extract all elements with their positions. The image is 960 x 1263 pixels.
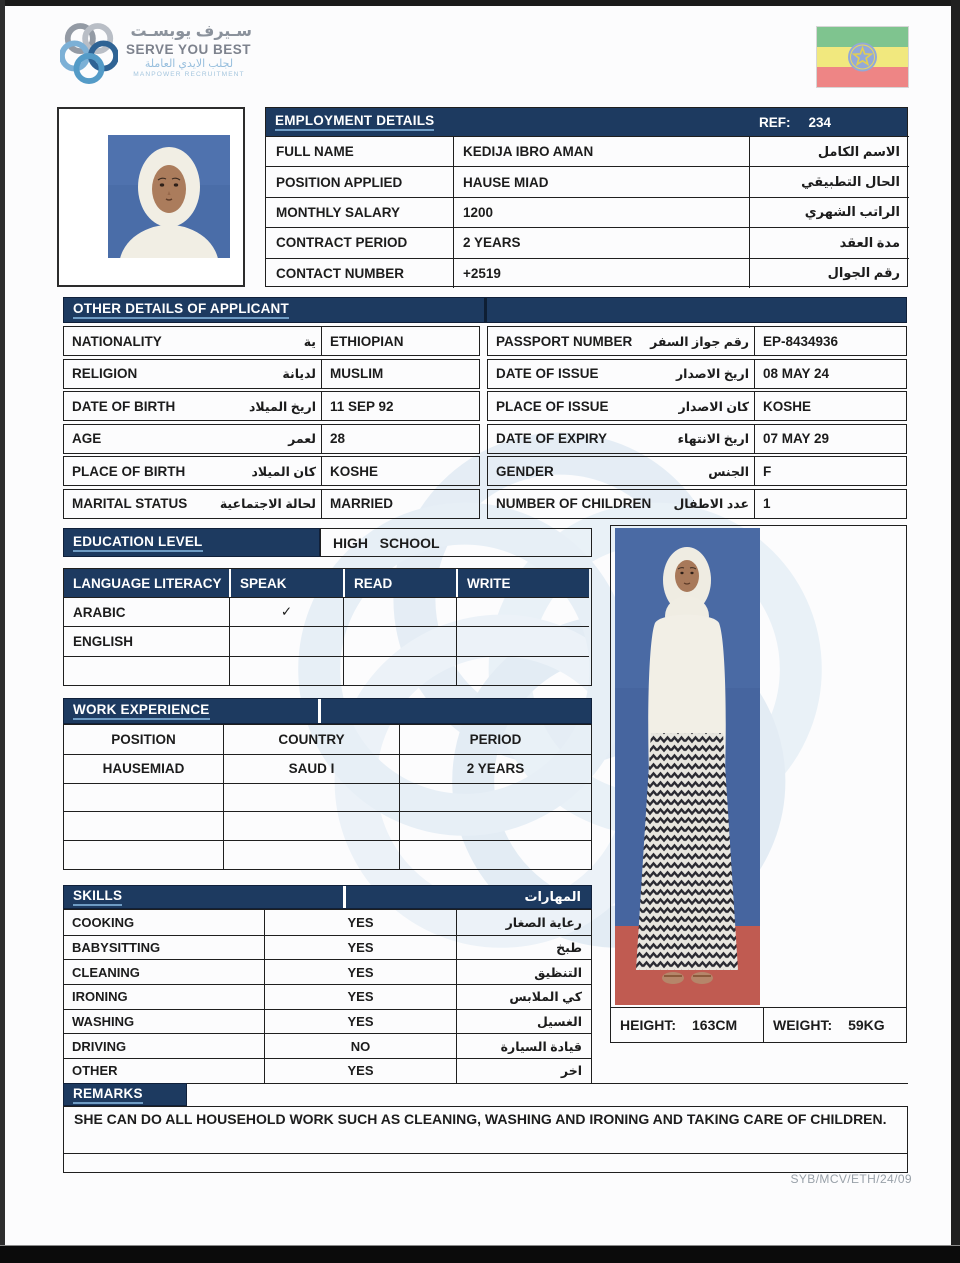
field-label: DATE OF ISSUE	[496, 366, 599, 382]
education-level-value: HIGH SCHOOL	[320, 528, 592, 557]
employment-details-title: EMPLOYMENT DETAILS	[275, 113, 434, 131]
field-label: GENDER	[496, 463, 554, 479]
remarks-text: SHE CAN DO ALL HOUSEHOLD WORK SUCH AS CLEANING, WASHING AND IRONING AND TAKING CARE OF CHILDREN.	[63, 1106, 908, 1154]
field-label: DATE OF EXPIRY	[496, 431, 608, 447]
field-label-arabic: الحال التطبيقي	[749, 166, 909, 196]
skill-value: NO	[264, 1033, 456, 1058]
education-level-header: EDUCATION LEVEL	[63, 528, 320, 557]
work-country: SAUD I	[223, 754, 399, 783]
field-value: 1	[754, 490, 906, 518]
field-label-arabic: الجنس	[708, 464, 749, 479]
skill-value: YES	[264, 1009, 456, 1034]
skills-title-arabic: المهارات	[524, 889, 581, 904]
field-label-arabic: عدد الاطفال	[673, 497, 749, 512]
skill-label: BABYSITTING	[64, 935, 264, 960]
field-label: MONTHLY SALARY	[266, 197, 453, 227]
field-label-arabic: كان الميلاد	[251, 464, 316, 479]
skill-label-arabic: رعاية الصغار	[456, 910, 591, 935]
skill-label: DRIVING	[64, 1033, 264, 1058]
table-cell	[399, 811, 591, 840]
remarks-header: REMARKS	[63, 1083, 187, 1106]
table-row	[63, 489, 480, 519]
field-value: 1200	[453, 197, 749, 227]
field-value: 11 SEP 92	[321, 392, 479, 420]
table-cell	[223, 840, 399, 869]
field-label: PASSPORT NUMBER	[496, 333, 633, 349]
field-value: 28	[321, 425, 479, 453]
field-label-arabic: الاسم الكامل	[749, 136, 909, 166]
skill-label-arabic: التنظيق	[456, 959, 591, 984]
speak-checkmark: ✓	[229, 597, 343, 626]
height-label: HEIGHT:	[620, 1017, 676, 1033]
table-cell	[229, 656, 343, 685]
field-value: MARRIED	[321, 490, 479, 518]
skill-label: IRONING	[64, 984, 264, 1009]
skill-label: CLEANING	[64, 959, 264, 984]
field-value: KOSHE	[321, 457, 479, 485]
field-label: FULL NAME	[266, 136, 453, 166]
agency-tagline: MANPOWER RECRUITMENT	[133, 70, 245, 78]
skill-label-arabic: قيادة السيارة	[456, 1033, 591, 1058]
table-cell	[223, 811, 399, 840]
table-cell	[399, 783, 591, 812]
column-header: POSITION	[111, 731, 176, 747]
field-value: ETHIOPIAN	[321, 327, 479, 355]
other-details-left-table	[63, 326, 480, 519]
ref-value: 234	[808, 114, 832, 130]
field-value: KOSHE	[754, 392, 906, 420]
skill-value: YES	[264, 1058, 456, 1083]
remarks-empty-row	[63, 1154, 908, 1173]
column-header: COUNTRY	[223, 725, 399, 754]
table-row	[487, 456, 907, 486]
field-value: 08 MAY 24	[754, 360, 906, 388]
skill-value: YES	[264, 935, 456, 960]
table-cell	[399, 840, 591, 869]
image-right-edge	[951, 0, 960, 1263]
employment-details-header	[266, 108, 907, 136]
field-label: RELIGION	[72, 366, 138, 382]
table-cell	[223, 783, 399, 812]
physique-row	[611, 1007, 906, 1042]
weight-label: WEIGHT:	[773, 1017, 833, 1033]
table-cell	[456, 656, 589, 685]
applicant-headshot	[57, 107, 245, 287]
agency-logo	[60, 22, 252, 86]
table-row	[63, 424, 480, 454]
field-label-arabic: ية	[303, 334, 316, 349]
field-value: 2 YEARS	[453, 227, 749, 257]
field-label-arabic: رقم جواز السفر	[650, 334, 749, 349]
field-label-arabic: مدة العقد	[749, 227, 909, 257]
other-details-right-table	[487, 326, 907, 519]
work-position: HAUSEMIAD	[64, 754, 223, 783]
table-row	[63, 456, 480, 486]
field-label-arabic: اريخ الميلاد	[248, 399, 316, 414]
table-cell	[64, 811, 223, 840]
skill-value: YES	[264, 959, 456, 984]
table-cell	[343, 597, 456, 626]
table-cell	[343, 656, 456, 685]
field-value: MUSLIM	[321, 360, 479, 388]
image-top-edge	[0, 0, 960, 6]
column-header: LANGUAGE LITERACY	[64, 569, 229, 597]
field-value: 07 MAY 29	[754, 425, 906, 453]
language-name: ENGLISH	[64, 626, 229, 655]
table-cell	[64, 840, 223, 869]
table-row	[487, 359, 907, 389]
skill-label-arabic: طبخ	[456, 935, 591, 960]
skills-table	[63, 909, 592, 1084]
field-value: KEDIJA IBRO AMAN	[453, 136, 749, 166]
field-value: EP-8434936	[754, 327, 906, 355]
field-label-arabic: لعمر	[288, 432, 316, 447]
table-row	[487, 391, 907, 421]
height-value: 163CM	[692, 1017, 738, 1033]
table-cell	[64, 656, 229, 685]
skill-label-arabic: اخر	[456, 1058, 591, 1083]
skill-label: COOKING	[72, 914, 135, 930]
table-row	[63, 391, 480, 421]
field-label: POSITION APPLIED	[266, 166, 453, 196]
skills-header: SKILLS المهارات	[63, 885, 592, 909]
field-label-arabic: رقم الجوال	[749, 258, 909, 288]
field-value: F	[754, 457, 906, 485]
field-label: DATE OF BIRTH	[72, 398, 176, 414]
work-period: 2 YEARS	[399, 754, 591, 783]
field-label: PLACE OF BIRTH	[72, 463, 186, 479]
logo-knot-icon	[60, 22, 118, 86]
skill-value: YES	[264, 910, 456, 935]
applicant-fullbody-photo-box	[610, 525, 907, 1043]
field-label: PLACE OF ISSUE	[496, 398, 609, 414]
field-label-arabic: اريخ الاصدار	[675, 367, 749, 382]
table-row	[63, 326, 480, 356]
agency-tagline-arabic: لجلب الايدي العاملة	[144, 57, 234, 70]
work-experience-header: WORK EXPERIENCE	[63, 698, 592, 724]
agency-name: SERVE YOU BEST	[126, 41, 252, 57]
field-label-arabic: لديانة	[282, 367, 316, 382]
ethiopia-flag-icon	[817, 27, 908, 87]
field-label: MARITAL STATUS	[72, 496, 188, 512]
field-label: AGE	[72, 431, 102, 447]
table-row	[487, 326, 907, 356]
skill-label: WASHING	[64, 1009, 264, 1034]
column-header: PERIOD	[399, 725, 591, 754]
other-details-title: OTHER DETAILS OF APPLICANT	[73, 301, 289, 319]
field-label-arabic: كان الاصدار	[678, 399, 749, 414]
table-cell	[229, 626, 343, 655]
field-label: NUMBER OF CHILDREN	[496, 496, 652, 512]
agency-name-arabic: سـيرف يوبسـت	[130, 23, 252, 40]
image-left-edge	[0, 0, 5, 1263]
field-label: NATIONALITY	[72, 333, 162, 349]
document-reference-code: SYB/MCV/ETH/24/09	[790, 1172, 912, 1186]
table-row	[487, 424, 907, 454]
table-cell	[456, 597, 589, 626]
field-label-arabic: الراتب الشهري	[749, 197, 909, 227]
employment-details-table	[265, 107, 908, 287]
field-label: CONTACT NUMBER	[266, 258, 453, 288]
table-row	[63, 359, 480, 389]
field-value: +2519	[453, 258, 749, 288]
table-row	[487, 489, 907, 519]
weight-value: 59KG	[848, 1017, 885, 1033]
field-label-arabic: لحالة الاجتماعية	[219, 497, 316, 512]
field-label-arabic: اريخ الانتهاء	[677, 432, 749, 447]
table-cell	[343, 626, 456, 655]
skill-label-arabic: كي الملابس	[456, 984, 591, 1009]
column-header: SPEAK	[229, 569, 343, 597]
work-experience-table	[63, 724, 592, 870]
skill-label: OTHER	[64, 1058, 264, 1083]
field-label: CONTRACT PERIOD	[266, 227, 453, 257]
skill-label-arabic: الغسيل	[456, 1009, 591, 1034]
ref-label: REF:	[759, 114, 791, 130]
field-value: HAUSE MIAD	[453, 166, 749, 196]
table-cell	[64, 783, 223, 812]
headshot-photo	[108, 135, 230, 258]
column-header: READ	[343, 569, 456, 597]
column-header: WRITE	[456, 569, 589, 597]
fullbody-photo	[615, 528, 760, 1005]
other-details-header	[63, 297, 907, 323]
remarks-top-rule	[63, 1083, 908, 1084]
image-bottom-edge	[0, 1245, 960, 1263]
language-name: ARABIC	[64, 597, 229, 626]
language-literacy-table	[63, 568, 592, 686]
skill-value: YES	[264, 984, 456, 1009]
table-cell	[456, 626, 589, 655]
